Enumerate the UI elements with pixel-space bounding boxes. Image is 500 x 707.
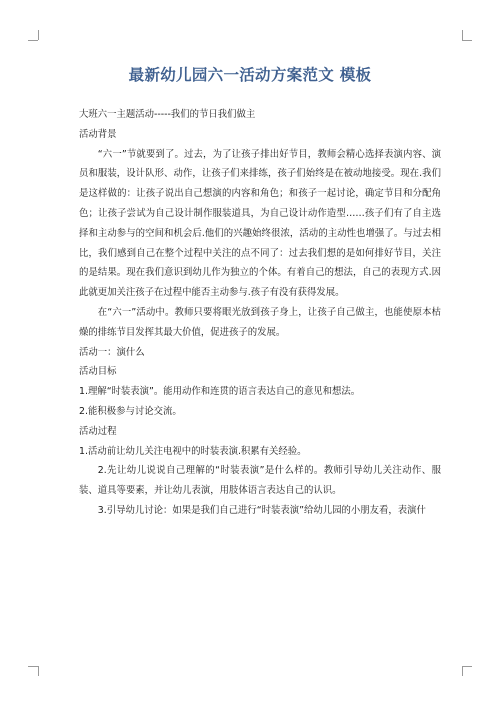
- paragraph-process-2: 2.先让幼儿说说自己理解的“时装表演”是什么样的。教师引导幼儿关注动作、服装、道具等要素，并让幼儿表演，用肢体语言表达自己的认识。: [79, 465, 441, 497]
- crop-mark-bottom-right-h: [462, 666, 472, 667]
- crop-mark-bottom-left-h: [28, 666, 38, 667]
- paragraph-process-3: 3.引导幼儿讨论：如果是我们自己进行“时装表演”给幼儿园的小朋友看，表演什: [97, 504, 426, 516]
- paragraph-theme: 大班六一主题活动-----我们的节日我们做主: [79, 109, 256, 120]
- document-title: 最新幼儿园六一活动方案范文 模板: [128, 66, 372, 84]
- paragraph-goal-2: 2.能积极参与讨论交流。: [79, 405, 182, 417]
- crop-mark-top-left-h: [28, 40, 38, 41]
- paragraph-process-1: 1.活动前让幼儿关注电视中的时装表演.积累有关经验。: [79, 445, 307, 457]
- paragraph-heading-process: 活动过程: [79, 425, 117, 437]
- crop-mark-bottom-left-v: [38, 666, 39, 676]
- paragraph-background-body: “六一”节就要到了。过去，为了让孩子排出好节目，教师会精心选择表演内容、演员和服装，设计队形、动作，让孩子们来排练，孩子们始终是在被动地接受。现在.我们是这样做的：让孩子说出自己想演的内容和角色；和孩子一起讨论，确定节目和分配角色；让孩子尝试为自己设计制作服装道具，为自己设计动作造型……孩子们有了自主选择和主动参与的空间和机会后.他们的兴趣始终很浓，活动的主动性也增强了。与过去相比，我们感到自己在整个过程中关注的点不同了：过去我们想的是如何排好节目，关注的是结果。现在我们意识到幼儿作为独立的个体。有着自己的想法，自己的表现方式.因此就更加关注孩子在过程中能否主动参与.孩子有没有获得发展。: [79, 148, 441, 299]
- crop-mark-top-right-v: [462, 30, 463, 40]
- paragraph-goal-1: 1.理解“时装表演”。能用动作和连贯的语言表达自己的意见和想法。: [79, 386, 361, 398]
- paragraph-activity-one: 活动一：演什么: [79, 346, 145, 358]
- crop-mark-bottom-right-v: [462, 666, 463, 676]
- paragraph-heading-goals: 活动目标: [79, 366, 117, 378]
- crop-mark-top-right-h: [462, 40, 472, 41]
- document-body: [79, 105, 441, 521]
- paragraph-heading-background: 活动背景: [79, 128, 117, 140]
- paragraph-children-day: 在“六一”活动中。教师只要将眼光放到孩子身上，让孩子自己做主，也能使原本枯燥的排练节目发挥其最大价值，促进孩子的发展。: [79, 306, 441, 338]
- crop-mark-top-left-v: [38, 30, 39, 40]
